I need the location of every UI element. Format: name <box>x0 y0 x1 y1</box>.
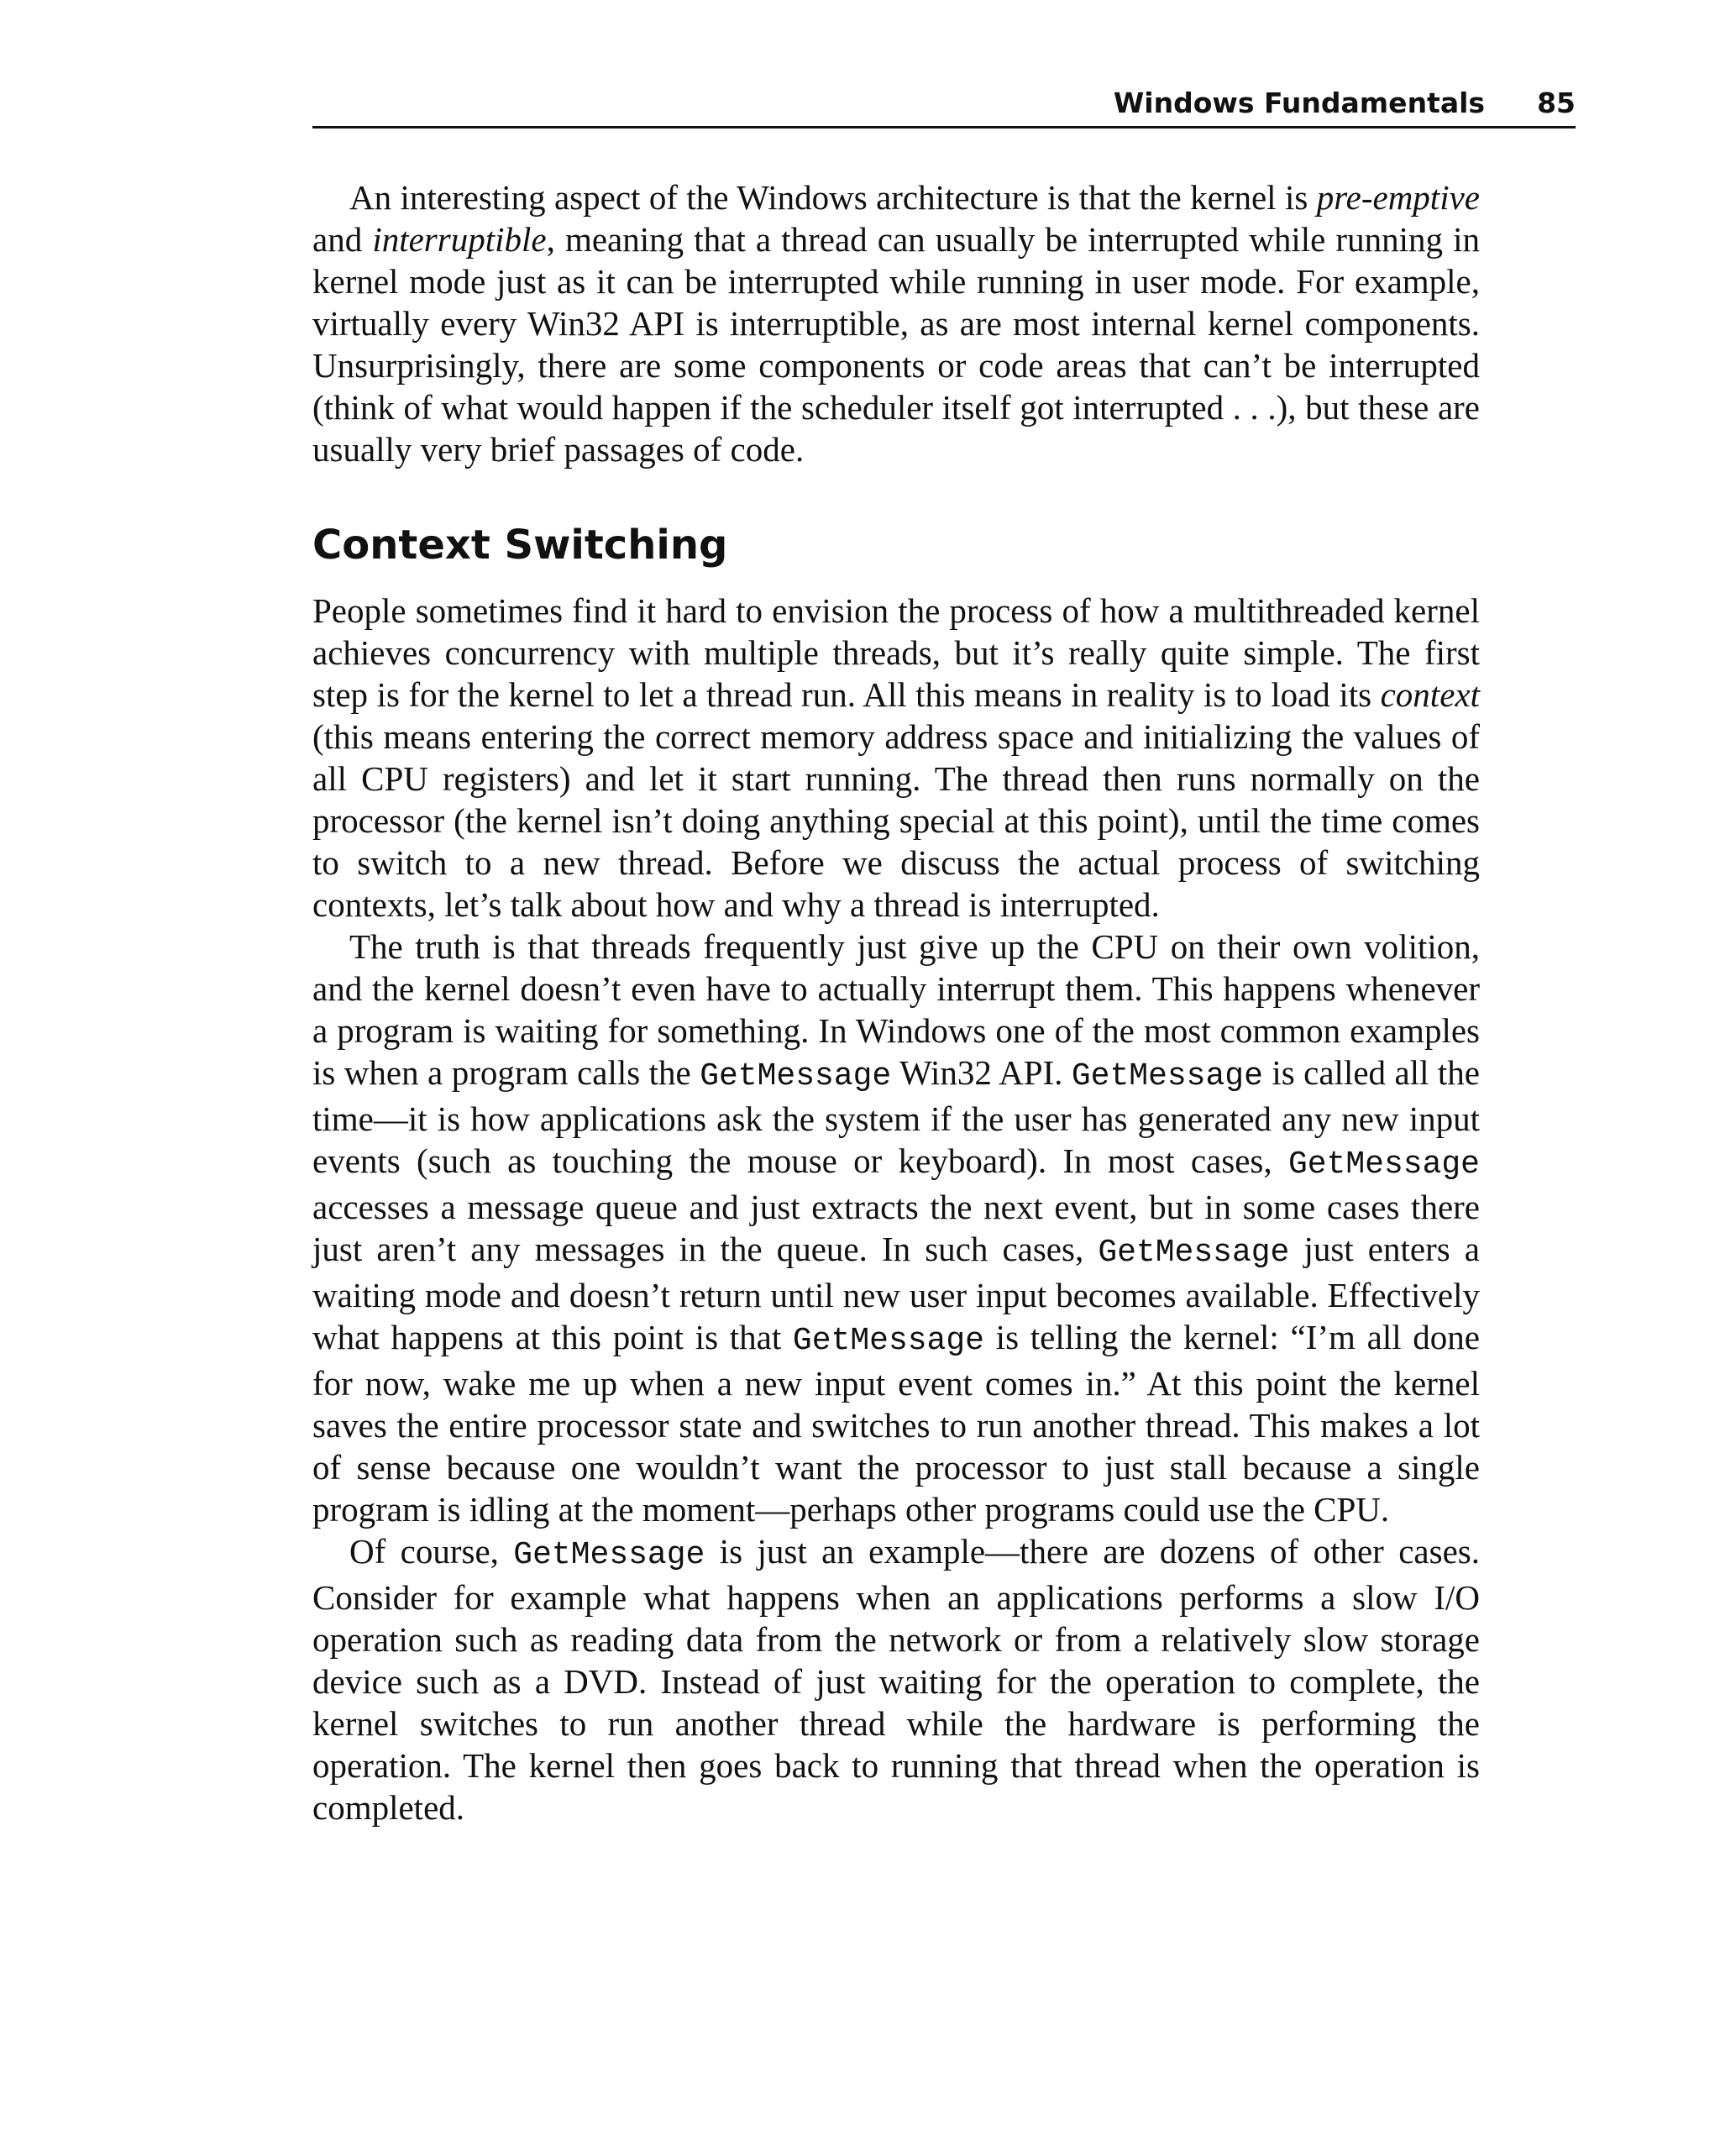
spacer <box>312 470 1480 514</box>
emphasis-preemptive: pre-emptive <box>1316 178 1480 217</box>
text-run: Win32 API. <box>891 1053 1072 1092</box>
code-getmessage: GetMessage <box>700 1058 892 1094</box>
code-getmessage: GetMessage <box>1098 1235 1290 1271</box>
code-getmessage: GetMessage <box>1287 1146 1480 1183</box>
text-run: just enters a waiting mode and doesn’t return until new user input becomes available. Effectively what happens at this point is that <box>312 1230 1480 1356</box>
code-getmessage: GetMessage <box>792 1323 984 1359</box>
text-run: is telling the kernel: “I’m all done for now, wake me up when a new input event comes in.” At this point the kernel saves the entire processor state and switches to run another thread. This makes a lot of sense because one wouldn’t want the processor to just stall because a single program is idling at the moment—perhaps other programs could use the CPU. <box>312 1318 1481 1529</box>
paragraph-io-example <box>312 1530 1480 1828</box>
code-getmessage: GetMessage <box>513 1537 705 1573</box>
text-run: The truth is that threads frequently just give up the CPU on their own volition, and the kernel doesn’t even have to actually interrupt them. This happens whenever a program is waiting for something. In Windows one of the most common examples is when a program calls the <box>312 927 1480 1092</box>
page-header <box>312 81 1576 129</box>
code-getmessage: GetMessage <box>1071 1058 1263 1094</box>
emphasis-interruptible: interruptible <box>372 220 547 259</box>
emphasis-context: context <box>1380 675 1480 714</box>
text-run: , meaning that a thread can usually be interrupted while running in kernel mode just as it can be interrupted while running in user mode. For example, virtually every Win32 API is interruptible, as are most internal kernel components. Unsurprisingly, there are some components or code areas that can’t be interrupted (think of what would happen if the scheduler itself got interrupted . . .), but these are usually very brief passages of code. <box>312 220 1480 469</box>
text-run: is called all the time—it is how applications ask the system if the user has generated any new input events (such as touching the mouse or keyboard). In most cases, <box>312 1053 1481 1180</box>
text-run: accesses a message queue and just extracts the next event, but in some cases there just aren’t any messages in the queue. In such cases, <box>312 1188 1480 1268</box>
text-run: An interesting aspect of the Windows architecture is that the kernel is <box>349 178 1317 217</box>
text-run: is just an example—there are dozens of other cases. Consider for example what happens when an applications performs a slow I/O operation such as reading data from the network or from a relatively slow storage device such as a DVD. Instead of just waiting for the operation to complete, the kernel switches to run another thread while the hardware is performing the operation. The kernel then goes back to running that thread when the operation is completed. <box>312 1532 1480 1827</box>
paragraph-threads-give-up-cpu <box>312 926 1480 1530</box>
text-run: Of course, <box>349 1532 514 1571</box>
text-run: (this means entering the correct memory address space and initializing the values of all CPU registers) and let it start running. The thread then runs normally on the processor (the kernel isn’t doing anything special at this point), until the time comes to switch to a new thread. Before we discuss the actual process of switching contexts, let’s talk about how and why a thread is interrupted. <box>312 717 1480 924</box>
paragraph-context-intro <box>312 590 1480 926</box>
text-run: and <box>312 220 373 259</box>
page-number: 85 <box>1537 87 1576 119</box>
page-body <box>312 176 1480 1828</box>
section-heading: Context Switching <box>312 522 728 569</box>
running-title: Windows Fundamentals <box>1113 87 1486 119</box>
paragraph-kernel-preemptive <box>312 176 1480 470</box>
text-run: People sometimes find it hard to envision the process of how a multithreaded kernel achieves concurrency with multiple threads, but it’s really quite simple. The first step is for the kernel to let a thread run. All this means in reality is to load its <box>312 591 1480 714</box>
